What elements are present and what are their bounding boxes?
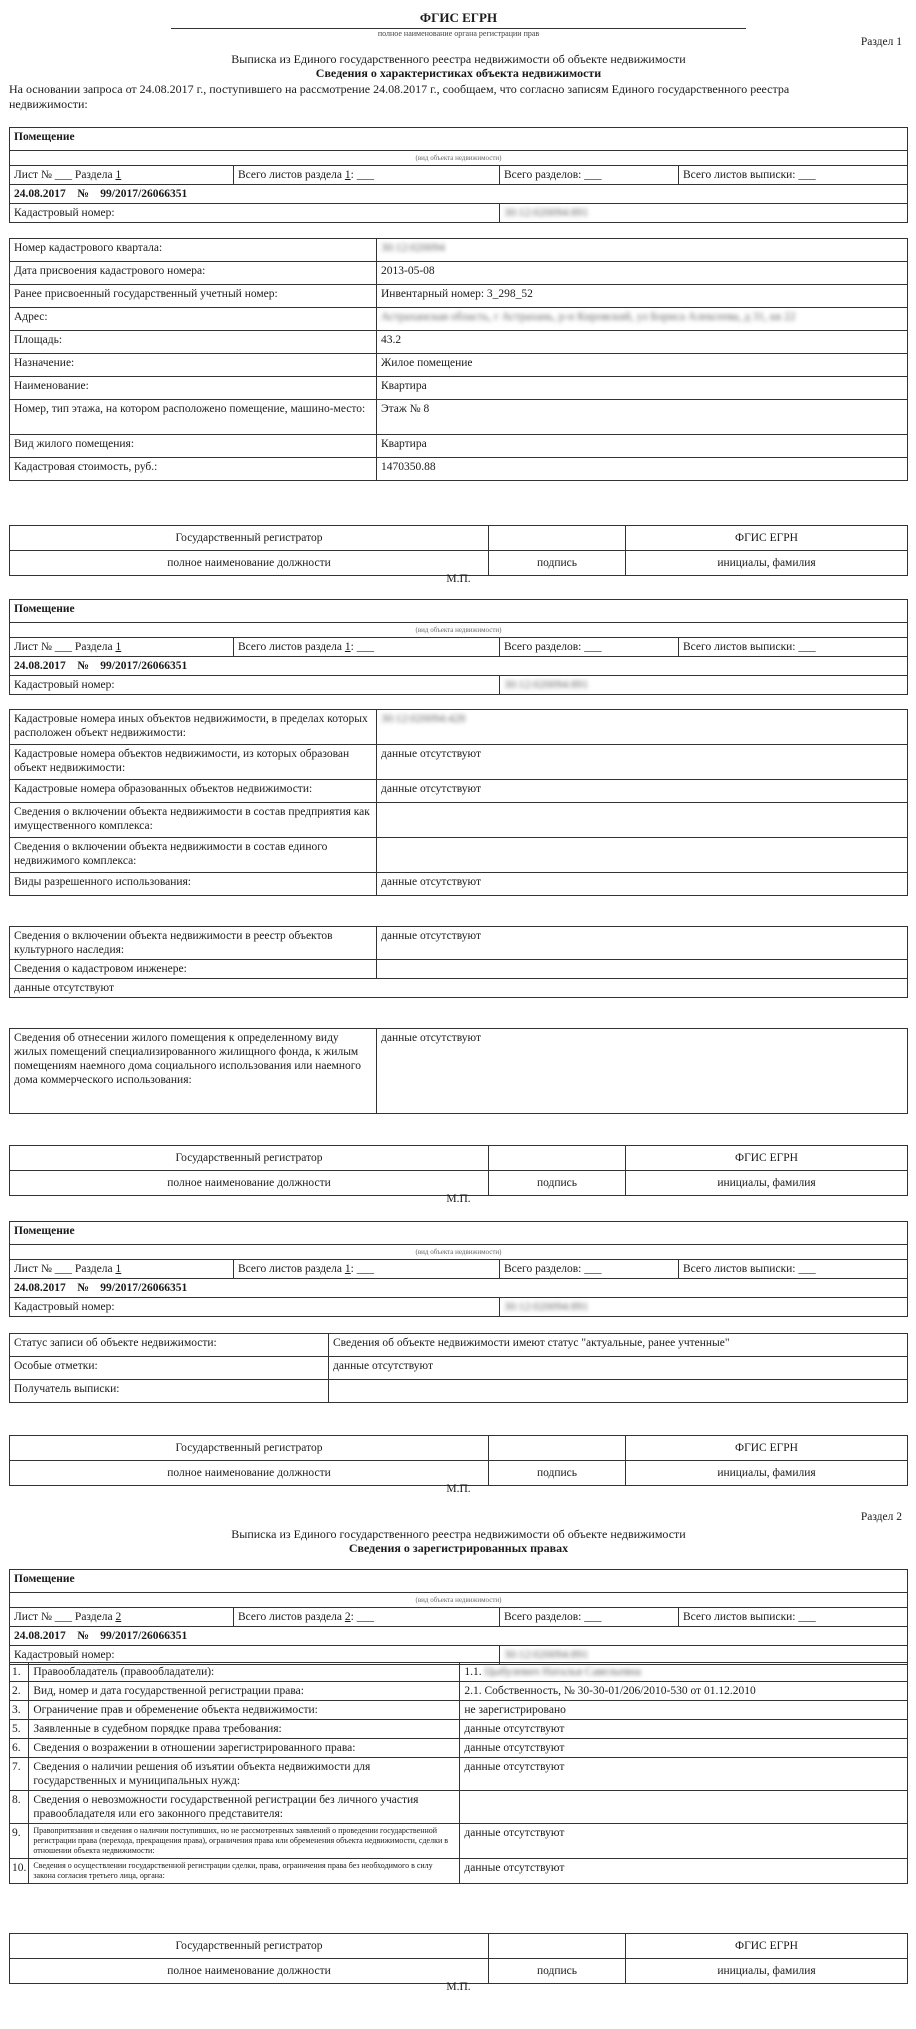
row-value <box>329 1380 908 1403</box>
object-kind-caption: (вид объекта недвижимости) <box>10 1593 907 1608</box>
section-title-2: Сведения о зарегистрированных правах <box>348 1541 569 1555</box>
row-value: данные отсутствуют <box>377 873 908 896</box>
registrar-label: Государственный регистратор <box>10 1146 489 1171</box>
row-label: Правообладатель (правообладатели): <box>29 1663 460 1682</box>
table-row <box>10 1701 907 1720</box>
egrn-label: ФГИС ЕГРН <box>626 1934 908 1959</box>
row-value: Сведения об объекте недвижимости имеют статус "актуальные, ранее учтенные" <box>329 1334 908 1357</box>
row-value <box>460 1791 907 1824</box>
organ-title: ФГИС ЕГРН <box>419 10 498 25</box>
row-value <box>377 838 908 873</box>
registrar-label: Государственный регистратор <box>10 1934 489 1959</box>
position-caption: полное наименование должности <box>10 1959 489 1984</box>
row-value <box>377 803 908 838</box>
total-razdelov-cell: Всего разделов: ___ <box>500 638 679 657</box>
row-label: Заявленные в судебном порядке права требования: <box>29 1720 460 1739</box>
row-value-text: Цыбулевич Наталья Савельевна <box>484 1666 641 1678</box>
signature-block-4 <box>9 1933 908 1984</box>
row-value: Квартира <box>377 377 908 400</box>
initials-caption: инициалы, фамилия <box>626 1461 908 1486</box>
signature-caption: подпись <box>489 1461 626 1486</box>
row-label: Виды разрешенного использования: <box>10 873 377 896</box>
heritage-value: данные отсутствуют <box>377 927 908 960</box>
row-value-text: данные отсутствуют <box>464 1761 565 1773</box>
cadnum-value: 30:12:020094:891 <box>500 1646 908 1665</box>
extract-date-number: 24.08.2017 № 99/2017/26066351 <box>10 1627 907 1646</box>
table-row <box>10 1380 907 1403</box>
table-row <box>10 262 907 285</box>
total-razdelov-cell: Всего разделов: ___ <box>500 1260 679 1279</box>
cadnum-label: Кадастровый номер: <box>10 204 500 223</box>
table-row <box>10 308 907 331</box>
sheet-number-cell: Лист № ___ Раздела 1 <box>10 638 234 657</box>
row-value-text: данные отсутствуют <box>464 1742 565 1754</box>
row-label: Кадастровые номера иных объектов недвижимости, в пределах которых расположен объект недвижимости: <box>10 710 377 745</box>
table-row <box>10 1758 907 1791</box>
razdel-1-label: Раздел 1 <box>860 36 902 48</box>
row-label: Особые отметки: <box>10 1357 329 1380</box>
row-label: Получатель выписки: <box>10 1380 329 1403</box>
row-value: Этаж № 8 <box>377 400 908 435</box>
table-row <box>10 458 907 481</box>
row-label: Сведения о осуществлении государственной регистрации сделки, права, ограничения права без необходимого в силу закона согласия третьего лица, органа: <box>29 1859 460 1884</box>
rights-table <box>9 1662 908 1884</box>
row-sub-number: 1.1. <box>464 1666 482 1678</box>
total-sheets-razdel-cell: Всего листов раздела 1: ___ <box>234 638 500 657</box>
row-number: 3. <box>10 1701 29 1720</box>
row-label: Кадастровые номера образованных объектов недвижимости: <box>10 780 377 803</box>
object-header-3 <box>9 1221 908 1317</box>
table-row <box>10 1720 907 1739</box>
row-label: Сведения о возражении в отношении зарегистрированного права: <box>29 1739 460 1758</box>
row-value: данные отсутствуют <box>329 1357 908 1380</box>
extract-title-2: Выписка из Единого государственного реестра недвижимости об объекте недвижимости <box>231 1527 686 1541</box>
total-sheets-extract-cell: Всего листов выписки: ___ <box>679 166 908 185</box>
intro-text: На основании запроса от 24.08.2017 г., поступившего на рассмотрение 24.08.2017 г., сообщаем, что согласно записям Единого государственного реестра недвижимости: <box>9 82 790 111</box>
registrar-label: Государственный регистратор <box>10 1436 489 1461</box>
initials-caption: инициалы, фамилия <box>626 1959 908 1984</box>
table-row <box>10 1791 907 1824</box>
cadnum-label: Кадастровый номер: <box>10 1646 500 1665</box>
extract-date-number: 24.08.2017 № 99/2017/26066351 <box>10 657 907 676</box>
object-kind-caption: (вид объекта недвижимости) <box>10 151 907 166</box>
row-label: Кадастровая стоимость, руб.: <box>10 458 377 481</box>
row-label: Вид, номер и дата государственной регистрации права: <box>29 1682 460 1701</box>
total-sheets-extract-cell: Всего листов выписки: ___ <box>679 1260 908 1279</box>
row-label: Наименование: <box>10 377 377 400</box>
heritage-label: Сведения о включении объекта недвижимости в реестр объектов культурного наследия: <box>10 927 377 960</box>
signature-caption: подпись <box>489 1171 626 1196</box>
signature-block-1 <box>9 525 908 576</box>
total-sheets-extract-cell: Всего листов выписки: ___ <box>679 638 908 657</box>
row-value <box>460 1758 907 1791</box>
status-table <box>9 1333 908 1403</box>
row-label: Кадастровые номера объектов недвижимости, из которых образован объект недвижимости: <box>10 745 377 780</box>
row-label: Адрес: <box>10 308 377 331</box>
row-label: Правопритязания и сведения о наличии поступивших, но не рассмотренных заявлений о проведении государственной регистрации права (перехода, прекращения права), ограничения права или обременения объекта недвижимости, сделки в отношении объекта недвижимости: <box>29 1824 460 1859</box>
row-value: Астраханская область, г Астрахань, р-н Кировский, ул Бориса Алексеева, д 31, кв 22 <box>377 308 908 331</box>
table-row <box>10 285 907 308</box>
extract-title-1: Выписка из Единого государственного реестра недвижимости об объекте недвижимости <box>231 52 686 66</box>
table-row <box>10 400 907 435</box>
table-row <box>10 354 907 377</box>
row-value: Инвентарный номер: 3_298_52 <box>377 285 908 308</box>
initials-caption: инициалы, фамилия <box>626 551 908 576</box>
row-label: Статус записи об объекте недвижимости: <box>10 1334 329 1357</box>
row-number: 6. <box>10 1739 29 1758</box>
row-label: Сведения о включении объекта недвижимости в состав единого недвижимого комплекса: <box>10 838 377 873</box>
initials-caption: инициалы, фамилия <box>626 1171 908 1196</box>
organ-caption: полное наименование органа регистрации прав <box>377 29 540 38</box>
cadnum-label: Кадастровый номер: <box>10 676 500 695</box>
housing-fund-label: Сведения об отнесении жилого помещения к определенному виду жилых помещений специализированного жилищного фонда, к жилым помещениям наемного дома социального использования или наемного дома коммерческого использования: <box>10 1029 377 1113</box>
object-kind: Помещение <box>10 128 907 151</box>
characteristics-table <box>9 238 908 481</box>
position-caption: полное наименование должности <box>10 1171 489 1196</box>
object-kind-caption: (вид объекта недвижимости) <box>10 623 907 638</box>
row-label: Сведения о наличии решения об изъятии объекта недвижимости для государственных и муниципальных нужд: <box>29 1758 460 1791</box>
table-row <box>10 1334 907 1357</box>
object-kind: Помещение <box>10 600 907 623</box>
row-number: 8. <box>10 1791 29 1824</box>
egrn-label: ФГИС ЕГРН <box>626 1146 908 1171</box>
signature-block-2 <box>9 1145 908 1196</box>
position-caption: полное наименование должности <box>10 1461 489 1486</box>
table-row <box>10 873 907 896</box>
object-header-2 <box>9 599 908 695</box>
table-row <box>10 435 907 458</box>
object-kind-caption: (вид объекта недвижимости) <box>10 1245 907 1260</box>
total-razdelov-cell: Всего разделов: ___ <box>500 1608 679 1627</box>
row-number: 9. <box>10 1824 29 1859</box>
row-label: Сведения о включении объекта недвижимости в состав предприятия как имущественного комплекса: <box>10 803 377 838</box>
object-kind: Помещение <box>10 1570 907 1593</box>
cadnum-value: 30:12:020094:891 <box>500 1298 908 1317</box>
object-header-1 <box>9 127 908 223</box>
table-row <box>10 1739 907 1758</box>
row-value <box>460 1824 907 1859</box>
row-value-text: данные отсутствуют <box>464 1723 565 1735</box>
row-value: 2013-05-08 <box>377 262 908 285</box>
object-header-4 <box>9 1569 908 1665</box>
row-sub-number: 2.1. <box>464 1685 482 1697</box>
table-row <box>10 1663 907 1682</box>
egrn-label: ФГИС ЕГРН <box>626 1436 908 1461</box>
sheet-number-cell: Лист № ___ Раздела 2 <box>10 1608 234 1627</box>
cadnum-value: 30:12:020094:891 <box>500 204 908 223</box>
row-value-text: не зарегистрировано <box>464 1704 566 1716</box>
table-row <box>10 1859 907 1884</box>
sheet-number-cell: Лист № ___ Раздела 1 <box>10 166 234 185</box>
table-row <box>10 710 907 745</box>
table-row <box>10 803 907 838</box>
stamp-mark: М.П. <box>446 1193 471 1205</box>
row-value: 30:12:020094:428 <box>377 710 908 745</box>
row-label: Сведения о невозможности государственной регистрации без личного участия правообладателя или его законного представителя: <box>29 1791 460 1824</box>
stamp-mark: М.П. <box>446 573 471 585</box>
row-value-text: данные отсутствуют <box>464 1827 565 1839</box>
row-number: 5. <box>10 1720 29 1739</box>
row-label: Ранее присвоенный государственный учетный номер: <box>10 285 377 308</box>
total-sheets-razdel-cell: Всего листов раздела 1: ___ <box>234 1260 500 1279</box>
table-row <box>10 1824 907 1859</box>
row-label: Площадь: <box>10 331 377 354</box>
signature-caption: подпись <box>489 1959 626 1984</box>
engineer-value: данные отсутствуют <box>10 979 907 998</box>
stamp-mark: М.П. <box>446 1981 471 1993</box>
row-value: данные отсутствуют <box>377 780 908 803</box>
row-number: 2. <box>10 1682 29 1701</box>
extract-date-number: 24.08.2017 № 99/2017/26066351 <box>10 1279 907 1298</box>
row-value: данные отсутствуют <box>377 745 908 780</box>
row-label: Дата присвоения кадастрового номера: <box>10 262 377 285</box>
row-value: Квартира <box>377 435 908 458</box>
row-label: Номер, тип этажа, на котором расположено помещение, машино-место: <box>10 400 377 435</box>
row-value <box>460 1682 907 1701</box>
sheet-number-cell: Лист № ___ Раздела 1 <box>10 1260 234 1279</box>
row-value <box>460 1859 907 1884</box>
registrar-label: Государственный регистратор <box>10 526 489 551</box>
table-row <box>10 331 907 354</box>
housing-fund-value: данные отсутствуют <box>381 1032 481 1044</box>
table-row <box>10 377 907 400</box>
table-row <box>10 239 907 262</box>
object-kind: Помещение <box>10 1222 907 1245</box>
total-sheets-razdel-cell: Всего листов раздела 1: ___ <box>234 166 500 185</box>
table-row <box>10 745 907 780</box>
extract-date-number: 24.08.2017 № 99/2017/26066351 <box>10 185 907 204</box>
cadnum-value: 30:12:020094:891 <box>500 676 908 695</box>
engineer-label: Сведения о кадастровом инженере: <box>10 960 377 979</box>
row-number: 10. <box>10 1859 29 1884</box>
row-value <box>460 1701 907 1720</box>
row-value <box>460 1720 907 1739</box>
row-value: Жилое помещение <box>377 354 908 377</box>
table-row <box>10 838 907 873</box>
row-value-text: Собственность, № 30-30-01/206/2010-530 от 01.12.2010 <box>484 1685 756 1697</box>
stamp-mark: М.П. <box>446 1483 471 1495</box>
row-value-text: данные отсутствуют <box>464 1862 565 1874</box>
row-number: 7. <box>10 1758 29 1791</box>
table-row <box>10 1682 907 1701</box>
row-value <box>460 1663 907 1682</box>
total-sheets-extract-cell: Всего листов выписки: ___ <box>679 1608 908 1627</box>
signature-caption: подпись <box>489 551 626 576</box>
row-value <box>460 1739 907 1758</box>
document-header <box>9 10 908 38</box>
row-label: Вид жилого помещения: <box>10 435 377 458</box>
table-row <box>10 780 907 803</box>
row-label: Номер кадастрового квартала: <box>10 239 377 262</box>
row-number: 1. <box>10 1663 29 1682</box>
row-value: 30:12:020094 <box>377 239 908 262</box>
row-label: Ограничение прав и обременение объекта недвижимости: <box>29 1701 460 1720</box>
housing-fund-table <box>9 1028 908 1114</box>
row-label: Назначение: <box>10 354 377 377</box>
total-razdelov-cell: Всего разделов: ___ <box>500 166 679 185</box>
heritage-engineer-table <box>9 926 908 998</box>
row-value: 1470350.88 <box>377 458 908 481</box>
razdel-2-label: Раздел 2 <box>860 1511 902 1523</box>
total-sheets-razdel-cell: Всего листов раздела 2: ___ <box>234 1608 500 1627</box>
section-title-1: Сведения о характеристиках объекта недвижимости <box>315 66 602 80</box>
egrn-label: ФГИС ЕГРН <box>626 526 908 551</box>
cadnum-label: Кадастровый номер: <box>10 1298 500 1317</box>
row-value: 43.2 <box>377 331 908 354</box>
signature-block-3 <box>9 1435 908 1486</box>
table-row <box>10 1357 907 1380</box>
position-caption: полное наименование должности <box>10 551 489 576</box>
related-objects-table <box>9 709 908 896</box>
